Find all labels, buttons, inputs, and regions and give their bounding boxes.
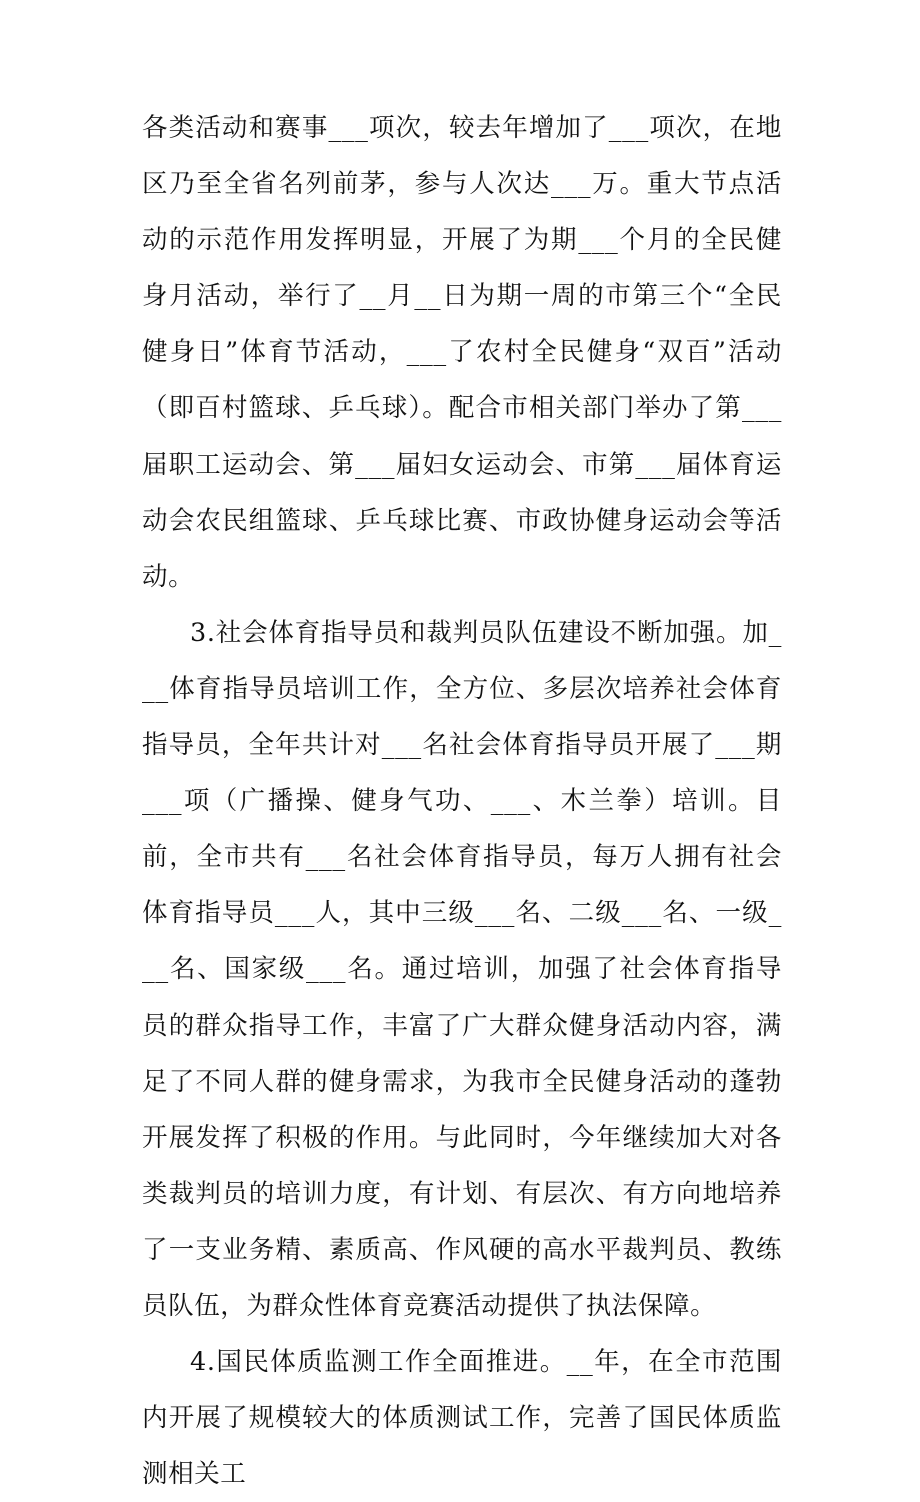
- paragraph-section-4: 4.国民体质监测工作全面推进。__年，在全市范围内开展了规模较大的体质测试工作，完善了国民体质监测相关工: [142, 1347, 782, 1490]
- document-body: [142, 100, 782, 1502]
- paragraph-continued: 各类活动和赛事___项次，较去年增加了___项次，在地区乃至全省名列前茅，参与人次达___万。重大节点活动的示范作用发挥明显，开展了为期___个月的全民健身月活动，举行了__月__日为期一周的市第三个“全民健身日”体育节活动，___了农村全民健身“双百”活动（即百村篮球、乒乓球）。配合市相关部门举办了第___届职工运动会、第___届妇女运动会、市第___届体育运动会农民组篮球、乒乓球比赛、市政协健身运动会等活动。: [142, 113, 782, 592]
- paragraph-section-3: 3.社会体育指导员和裁判员队伍建设不断加强。加___体育指导员培训工作，全方位、多层次培养社会体育指导员，全年共计对___名社会体育指导员开展了___期___项（广播操、健身气功、___、木兰拳）培训。目前，全市共有___名社会体育指导员，每万人拥有社会体育指导员___人，其中三级___名、二级___名、一级___名、国家级___名。通过培训，加强了社会体育指导员的群众指导工作，丰富了广大群众健身活动内容，满足了不同人群的健身需求，为我市全民健身活动的蓬勃开展发挥了积极的作用。与此同时，今年继续加大对各类裁判员的培训力度，有计划、有层次、有方向地培养了一支业务精、素质高、作风硬的高水平裁判员、教练员队伍，为群众性体育竞赛活动提供了执法保障。: [142, 617, 782, 1321]
